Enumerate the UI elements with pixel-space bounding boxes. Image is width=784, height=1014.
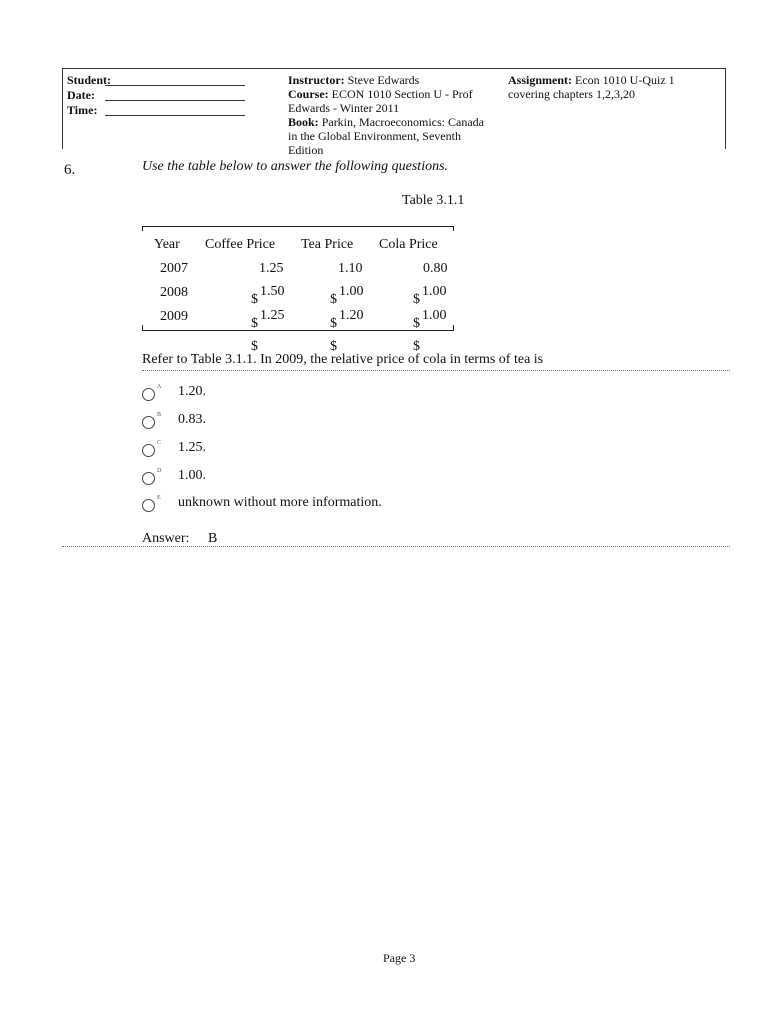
date-label: Date: <box>67 88 95 102</box>
option-e[interactable] <box>142 495 542 515</box>
radio-button[interactable] <box>142 472 155 485</box>
table-cell-tea: 1.00 <box>339 284 364 299</box>
table-cell-coffee: 1.25 <box>259 261 284 276</box>
instructor-label: Instructor: <box>288 73 345 87</box>
page-number: Page 3 <box>383 951 416 965</box>
table-corner <box>453 226 454 231</box>
price-table <box>142 226 454 334</box>
time-field <box>105 115 245 116</box>
assignment-header <box>62 68 726 157</box>
table-header-year: Year <box>154 237 180 252</box>
currency-symbol: $ <box>330 316 337 331</box>
option-letter: B <box>157 412 162 418</box>
table-cell-tea: 1.20 <box>339 308 364 323</box>
table-header-tea: Tea Price <box>301 237 354 252</box>
course-value-line2: Edwards - Winter 2011 <box>288 101 400 115</box>
option-b[interactable] <box>142 412 542 432</box>
option-letter: E <box>157 495 161 501</box>
answer-label: Answer: <box>142 531 190 546</box>
radio-button[interactable] <box>142 499 155 512</box>
table-top-rule <box>142 226 454 227</box>
radio-button[interactable] <box>142 388 155 401</box>
instructor-value: Steve Edwards <box>347 73 420 87</box>
table-corner <box>142 325 143 330</box>
table-cell-coffee: 1.50 <box>260 284 285 299</box>
option-text: 0.83. <box>178 412 206 427</box>
table-cell-coffee: 1.25 <box>260 308 285 323</box>
currency-symbol: $ <box>330 339 337 354</box>
option-c[interactable] <box>142 440 542 460</box>
divider <box>142 370 730 371</box>
option-text: 1.00. <box>178 468 206 483</box>
table-cell-year: 2007 <box>160 261 188 276</box>
radio-button[interactable] <box>142 416 155 429</box>
radio-button[interactable] <box>142 444 155 457</box>
table-cell-year: 2008 <box>160 285 188 300</box>
table-header-cola: Cola Price <box>379 237 438 252</box>
question-stem: Refer to Table 3.1.1. In 2009, the relative price of cola in terms of tea is <box>142 352 544 367</box>
table-header-coffee: Coffee Price <box>205 237 276 252</box>
student-label: Student: <box>67 73 112 87</box>
divider <box>62 546 730 547</box>
table-bottom-rule <box>142 330 454 331</box>
currency-symbol: $ <box>251 292 258 307</box>
assignment-value-line2: covering chapters 1,2,3,20 <box>508 87 635 101</box>
currency-symbol: $ <box>330 292 337 307</box>
book-label: Book: <box>288 115 319 129</box>
currency-symbol: $ <box>413 339 420 354</box>
table-cell-tea: 1.10 <box>338 261 363 276</box>
question-instruction: Use the table below to answer the following questions. <box>142 159 449 174</box>
option-letter: A <box>157 384 162 390</box>
course-label: Course: <box>288 87 329 101</box>
table-corner <box>142 226 143 231</box>
time-label: Time: <box>67 103 98 117</box>
instructor-block <box>288 73 498 157</box>
currency-symbol: $ <box>413 316 420 331</box>
question-number: 6. <box>64 162 76 178</box>
assignment-block <box>508 73 723 101</box>
currency-symbol: $ <box>251 316 258 331</box>
option-letter: D <box>157 468 162 474</box>
table-cell-cola: 1.00 <box>422 284 447 299</box>
course-value-line1: ECON 1010 Section U - Prof <box>331 87 473 101</box>
option-text: unknown without more information. <box>178 495 382 510</box>
table-cell-year: 2009 <box>160 309 188 324</box>
book-value-line3: Edition <box>288 143 324 157</box>
table-cell-cola: 1.00 <box>422 308 447 323</box>
date-field <box>105 100 245 101</box>
book-value-line2: in the Global Environment, Seventh <box>288 129 461 143</box>
assignment-label: Assignment: <box>508 73 573 87</box>
assignment-value-line1: Econ 1010 U-Quiz 1 <box>575 73 675 87</box>
book-value-line1: Parkin, Macroeconomics: Canada <box>321 115 484 129</box>
table-title: Table 3.1.1 <box>402 193 465 208</box>
option-letter: C <box>157 440 162 446</box>
option-text: 1.25. <box>178 440 206 455</box>
currency-symbol: $ <box>413 292 420 307</box>
student-name-field <box>105 85 245 86</box>
option-a[interactable] <box>142 384 542 404</box>
table-corner <box>453 325 454 330</box>
option-d[interactable] <box>142 468 542 488</box>
answer-value: B <box>208 531 218 546</box>
table-cell-cola: 0.80 <box>423 261 448 276</box>
option-text: 1.20. <box>178 384 206 399</box>
currency-symbol: $ <box>251 339 258 354</box>
